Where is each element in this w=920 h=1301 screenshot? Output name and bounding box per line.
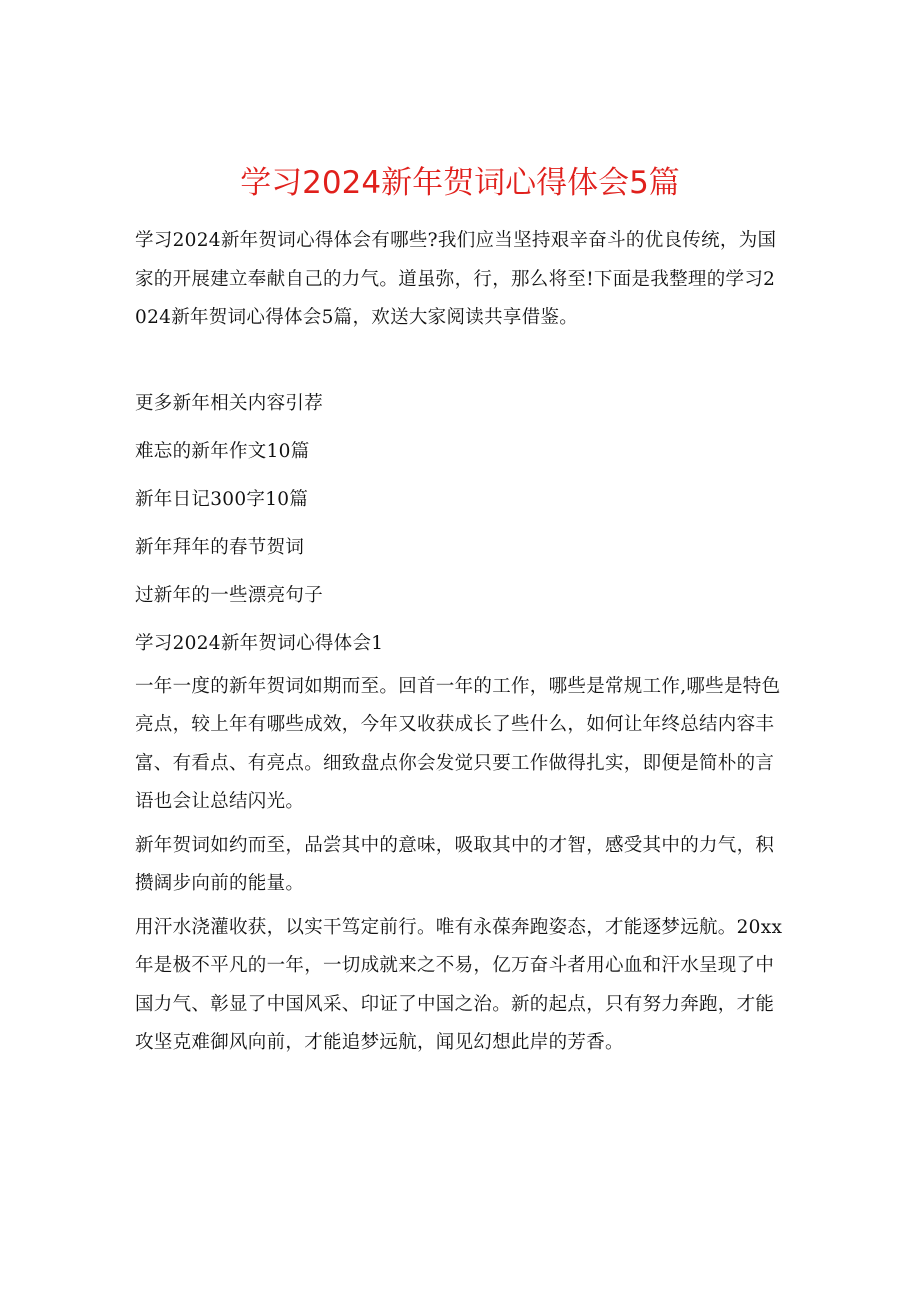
body-paragraph: 一年一度的新年贺词如期而至。回首一年的工作，哪些是常规工作,哪些是特色亮点，较上年有哪些成效，今年又收获成长了些什么，如何让年终总结内容丰富、有看点、有亮点。细致盘点你会发觉只要工作做得扎实，即便是简朴的言语也会让总结闪光。 — [135, 675, 781, 812]
related-link[interactable]: 新年日记300字10篇 — [135, 488, 309, 510]
body-paragraph: 用汗水浇灌收获，以实干笃定前行。唯有永葆奔跑姿态，才能逐梦远航。20xx年是极不平凡的一年，一切成就来之不易，亿万奋斗者用心血和汗水呈现了中国力气、彰显了中国风采、印证了中国之治。新的起点，只有努力奔跑，才能攻坚克难御风向前，才能追梦远航，闻见幻想此岸的芳香。 — [135, 916, 783, 1053]
related-link[interactable]: 新年拜年的春节贺词 — [135, 536, 305, 558]
section-heading: 学习2024新年贺词心得体会1 — [135, 632, 384, 654]
related-heading: 更多新年相关内容引荐 — [135, 392, 324, 414]
intro-paragraph: 学习2024新年贺词心得体会有哪些?我们应当坚持艰辛奋斗的优良传统，为国家的开展建立奉献自己的力气。道虽弥，行，那么将至!下面是我整理的学习2024新年贺词心得体会5篇，欢送大家阅读共享借鉴。 — [135, 230, 777, 328]
related-link[interactable]: 过新年的一些漂亮句子 — [135, 584, 324, 606]
document-title: 学习2024新年贺词心得体会5篇 — [240, 164, 680, 201]
body-paragraph: 新年贺词如约而至，品尝其中的意味，吸取其中的才智，感受其中的力气，积攒阔步向前的能量。 — [135, 834, 775, 894]
related-link[interactable]: 难忘的新年作文10篇 — [135, 440, 310, 462]
document-body — [135, 222, 787, 1068]
